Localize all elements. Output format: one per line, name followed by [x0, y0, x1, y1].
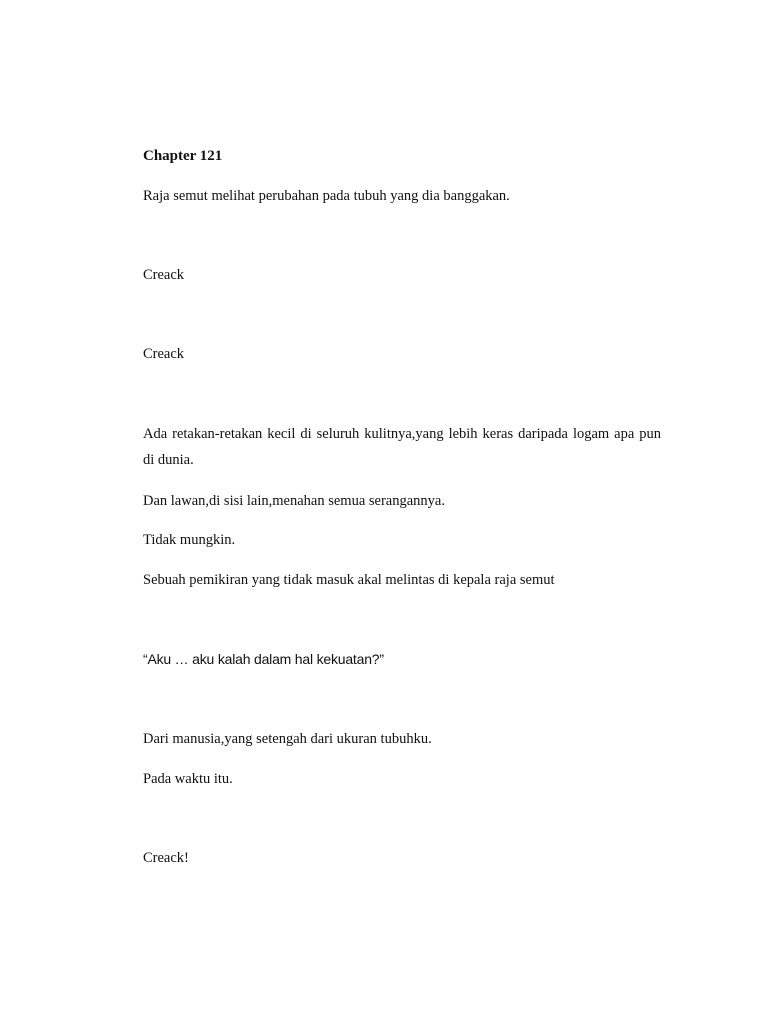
paragraph-11: Creack! [143, 850, 189, 866]
paragraph-4: Ada retakan-retakan kecil di seluruh kulitnya,yang lebih keras daripada logam apa pun di dunia. [143, 426, 661, 468]
paragraph-9: Dari manusia,yang setengah dari ukuran tubuhku. [143, 731, 432, 747]
chapter-title: Chapter 121 [143, 148, 223, 164]
paragraph-2: Creack [143, 267, 185, 283]
paragraph-5: Dan lawan,di sisi lain,menahan semua serangannya. [143, 493, 445, 509]
paragraph-6: Tidak mungkin. [143, 532, 236, 548]
paragraph-3: Creack [143, 346, 185, 362]
paragraph-10: Pada waktu itu. [143, 771, 233, 787]
quote-paragraph: “Aku … aku kalah dalam hal kekuatan?” [143, 651, 384, 667]
paragraph-1: Raja semut melihat perubahan pada tubuh yang dia banggakan. [143, 188, 510, 204]
paragraph-7: Sebuah pemikiran yang tidak masuk akal melintas di kepala raja semut [143, 572, 555, 588]
